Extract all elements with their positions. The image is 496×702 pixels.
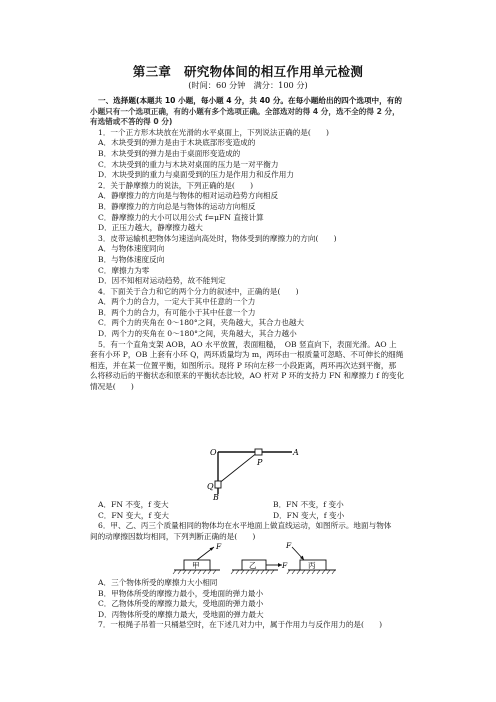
label-o: O bbox=[210, 448, 217, 457]
section-one bbox=[90, 96, 412, 393]
label-p: P bbox=[257, 458, 263, 467]
question-3-option-b: B．与物体速度反向 bbox=[98, 254, 165, 264]
question-1-option-d: D．木块受到的重力与桌面受到的压力是作用力和反作用力 bbox=[98, 170, 294, 180]
question-2-option-b: B．静摩擦力的方向总是与物体的运动方向相反 bbox=[98, 201, 256, 211]
question-5-text: 么将移动后的平衡状态和原来的平衡状态比较，AO 杆对 P 环的支持力 FN 和摩擦力 f 的变化 bbox=[90, 371, 405, 381]
question-4-option-b: B．两个力的合力，有可能小于其中任意一个力 bbox=[98, 307, 256, 317]
block-bing-label: 丙 bbox=[308, 561, 316, 570]
question-2-stem: 2．关于静摩擦力的说法，下列正确的是( ) bbox=[98, 180, 254, 190]
question-5-option-b: B．FN 不变，f 变小 bbox=[273, 500, 344, 509]
question-6-figure bbox=[170, 542, 340, 576]
question-5-text: 情况是( ) bbox=[90, 382, 134, 392]
question-5-option-a: A．FN 不变，f 变大 bbox=[98, 500, 169, 509]
force-jia-label: F bbox=[216, 542, 222, 551]
question-4-option-a: A．两个力的合力，一定大于其中任意的一个力 bbox=[98, 297, 256, 307]
page-subtitle: (时间：60 分钟 满分：100 分) bbox=[188, 80, 308, 90]
section-one-end bbox=[90, 578, 412, 631]
question-1-option-b: B．木块受到的弹力是由于桌面形变造成的 bbox=[98, 148, 241, 158]
label-q: Q bbox=[207, 482, 214, 491]
section-header: 有选错或不答的得 0 分) bbox=[90, 117, 173, 127]
question-6-text: 间的动摩擦因数均相同，下列判断正确的是( ) bbox=[90, 531, 256, 541]
question-2-option-c: C．静摩擦力的大小可以用公式 f=μFN 直接计算 bbox=[98, 212, 264, 222]
question-6-option-b: B．甲物体所受的摩擦力最小，受地面的弹力最小 bbox=[98, 588, 264, 598]
question-3-option-c: C．摩擦力为零 bbox=[98, 265, 150, 275]
ground-yi bbox=[231, 570, 278, 574]
ring-q-icon bbox=[215, 481, 221, 488]
question-6-option-c: C．乙物体所受的摩擦力最大，受地面的弹力最小 bbox=[98, 599, 264, 609]
question-4-stem: 4．下面关于合力和它的两个分力的叙述中，正确的是( ) bbox=[98, 286, 299, 296]
block-yi-label: 乙 bbox=[249, 561, 257, 570]
label-a: A bbox=[293, 448, 299, 457]
question-5-options-row bbox=[90, 511, 412, 522]
question-5-options-row bbox=[90, 500, 412, 511]
ring-p-icon bbox=[255, 449, 262, 455]
question-3-option-d: D．因不知相对运动趋势，故不能判定 bbox=[98, 276, 226, 286]
question-1-stem: 1．一个正方形木块放在光滑的水平桌面上，下列说法正确的是( ) bbox=[98, 127, 329, 137]
section-one-continued bbox=[90, 500, 412, 542]
question-6-option-a: A．三个物体所受的摩擦力大小相同 bbox=[98, 578, 218, 587]
block-jia-label: 甲 bbox=[192, 561, 200, 570]
question-5-option-c: C．FN 变大，f 变大 bbox=[98, 510, 169, 520]
question-4-option-d: D．两个力的夹角在 0～180°之间，夹角越大，其合力越小 bbox=[98, 329, 297, 339]
question-5-text: 5．有一个直角支架 AOB，AO 水平放置，表面粗糙， OB 竖直向下，表面光滑。AO 上 bbox=[98, 339, 397, 349]
question-6-option-d: D．丙物体所受的摩擦力最大，受地面的弹力最大 bbox=[98, 609, 264, 619]
label-b: B bbox=[213, 493, 219, 500]
question-5-option-d: D．FN 变大，f 变小 bbox=[273, 510, 345, 520]
question-1-option-a: A．木块受到的弹力是由于木块底部形变造成的 bbox=[98, 138, 256, 148]
question-6-text: 6．甲、乙、丙三个质量相同的物体均在水平地面上做直线运动，如图所示。地面与物体 bbox=[98, 521, 392, 531]
question-1-option-c: C．木块受到的重力与木块对桌面的压力是一对平衡力 bbox=[98, 159, 279, 169]
question-3-stem: 3．皮带运输机把物体匀速送向高处时，物体受到的摩擦力的方向( ) bbox=[98, 233, 337, 243]
section-header: 小题只有一个选项正确，有的小题有多个选项正确。全部选对的得 4 分，选不全的得 2 分， bbox=[90, 106, 400, 116]
ground-jia bbox=[173, 570, 220, 574]
ground-bing bbox=[287, 570, 336, 574]
question-3-option-a: A．与物体速度同向 bbox=[98, 244, 165, 254]
question-7-stem: 7．一根绳子吊着一只桶悬空时，在下述几对力中，属于作用力与反作用力的是( ) bbox=[98, 620, 383, 630]
force-bing-label: F bbox=[286, 542, 292, 550]
force-yi-label: F bbox=[282, 561, 288, 570]
question-2-option-d: D．正压力越大，静摩擦力越大 bbox=[98, 223, 203, 233]
question-5-text: 相连，并在某一位置平衡，如图所示。现将 P 环向左移一小段距离，两环再次达到平衡，那 bbox=[90, 360, 397, 370]
question-2-option-a: A．静摩擦力的方向是与物体的相对运动趋势方向相反 bbox=[98, 191, 279, 201]
question-5-text: 套有小环 P，OB 上套有小环 Q，两环质量均为 m，两环由一根质量可忽略、不可伸长的细绳 bbox=[90, 350, 404, 360]
section-header: 一、选择题(本题共 10 小题，每小题 4 分，共 40 分。在每小题给出的四个选项中，有的 bbox=[98, 96, 402, 105]
question-4-option-c: C．两个力的夹角在 0～180°之间，夹角越大，其合力也越大 bbox=[98, 318, 304, 328]
question-5-figure bbox=[200, 444, 300, 500]
page-title: 第三章 研究物体间的相互作用单元检测 bbox=[132, 64, 364, 79]
